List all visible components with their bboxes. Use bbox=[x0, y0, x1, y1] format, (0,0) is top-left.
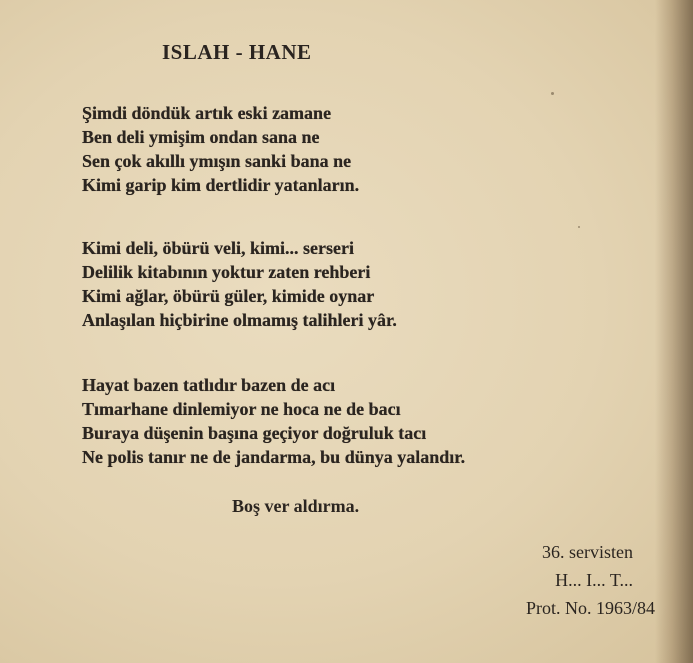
poem-refrain: Boş ver aldırma. bbox=[232, 496, 360, 516]
poem-line: Tımarhane dinlemiyor ne hoca ne de bacı bbox=[82, 399, 401, 419]
paper-speck bbox=[551, 92, 554, 95]
stanza-2 bbox=[82, 236, 397, 332]
signature-protocol-number: Prot. No. 1963/84 bbox=[525, 598, 655, 618]
stanza-3 bbox=[82, 373, 465, 469]
stanza-1 bbox=[82, 101, 359, 197]
poem-line: Sen çok akıllı ymışın sanki bana ne bbox=[82, 151, 352, 171]
poem-line: Hayat bazen tatlıdır bazen de acı bbox=[82, 375, 336, 395]
poem-title: ISLAH - HANE bbox=[162, 40, 312, 64]
poem-line: Kimi deli, öbürü veli, kimi... serseri bbox=[82, 238, 354, 258]
signature-service: 36. servisten bbox=[542, 542, 633, 562]
poem-line: Anlaşılan hiçbirine olmamış talihleri yâr. bbox=[82, 310, 397, 330]
signature-initials: H... I... T... bbox=[555, 570, 633, 590]
poem-line: Ben deli ymişim ondan sana ne bbox=[82, 127, 320, 147]
poem-line: Kimi garip kim dertlidir yatanların. bbox=[82, 175, 360, 195]
paper-speck bbox=[578, 226, 580, 228]
author-signature bbox=[526, 538, 655, 622]
page-binding-shadow bbox=[655, 0, 693, 663]
poem-line: Ne polis tanır ne de jandarma, bu dünya yalandır. bbox=[82, 447, 466, 467]
poem-line: Kimi ağlar, öbürü güler, kimide oynar bbox=[82, 286, 375, 306]
poem-line: Buraya düşenin başına geçiyor doğruluk tacı bbox=[82, 423, 427, 443]
poem-line: Şimdi döndük artık eski zamane bbox=[82, 103, 332, 123]
poem-line: Delilik kitabının yoktur zaten rehberi bbox=[82, 262, 371, 282]
